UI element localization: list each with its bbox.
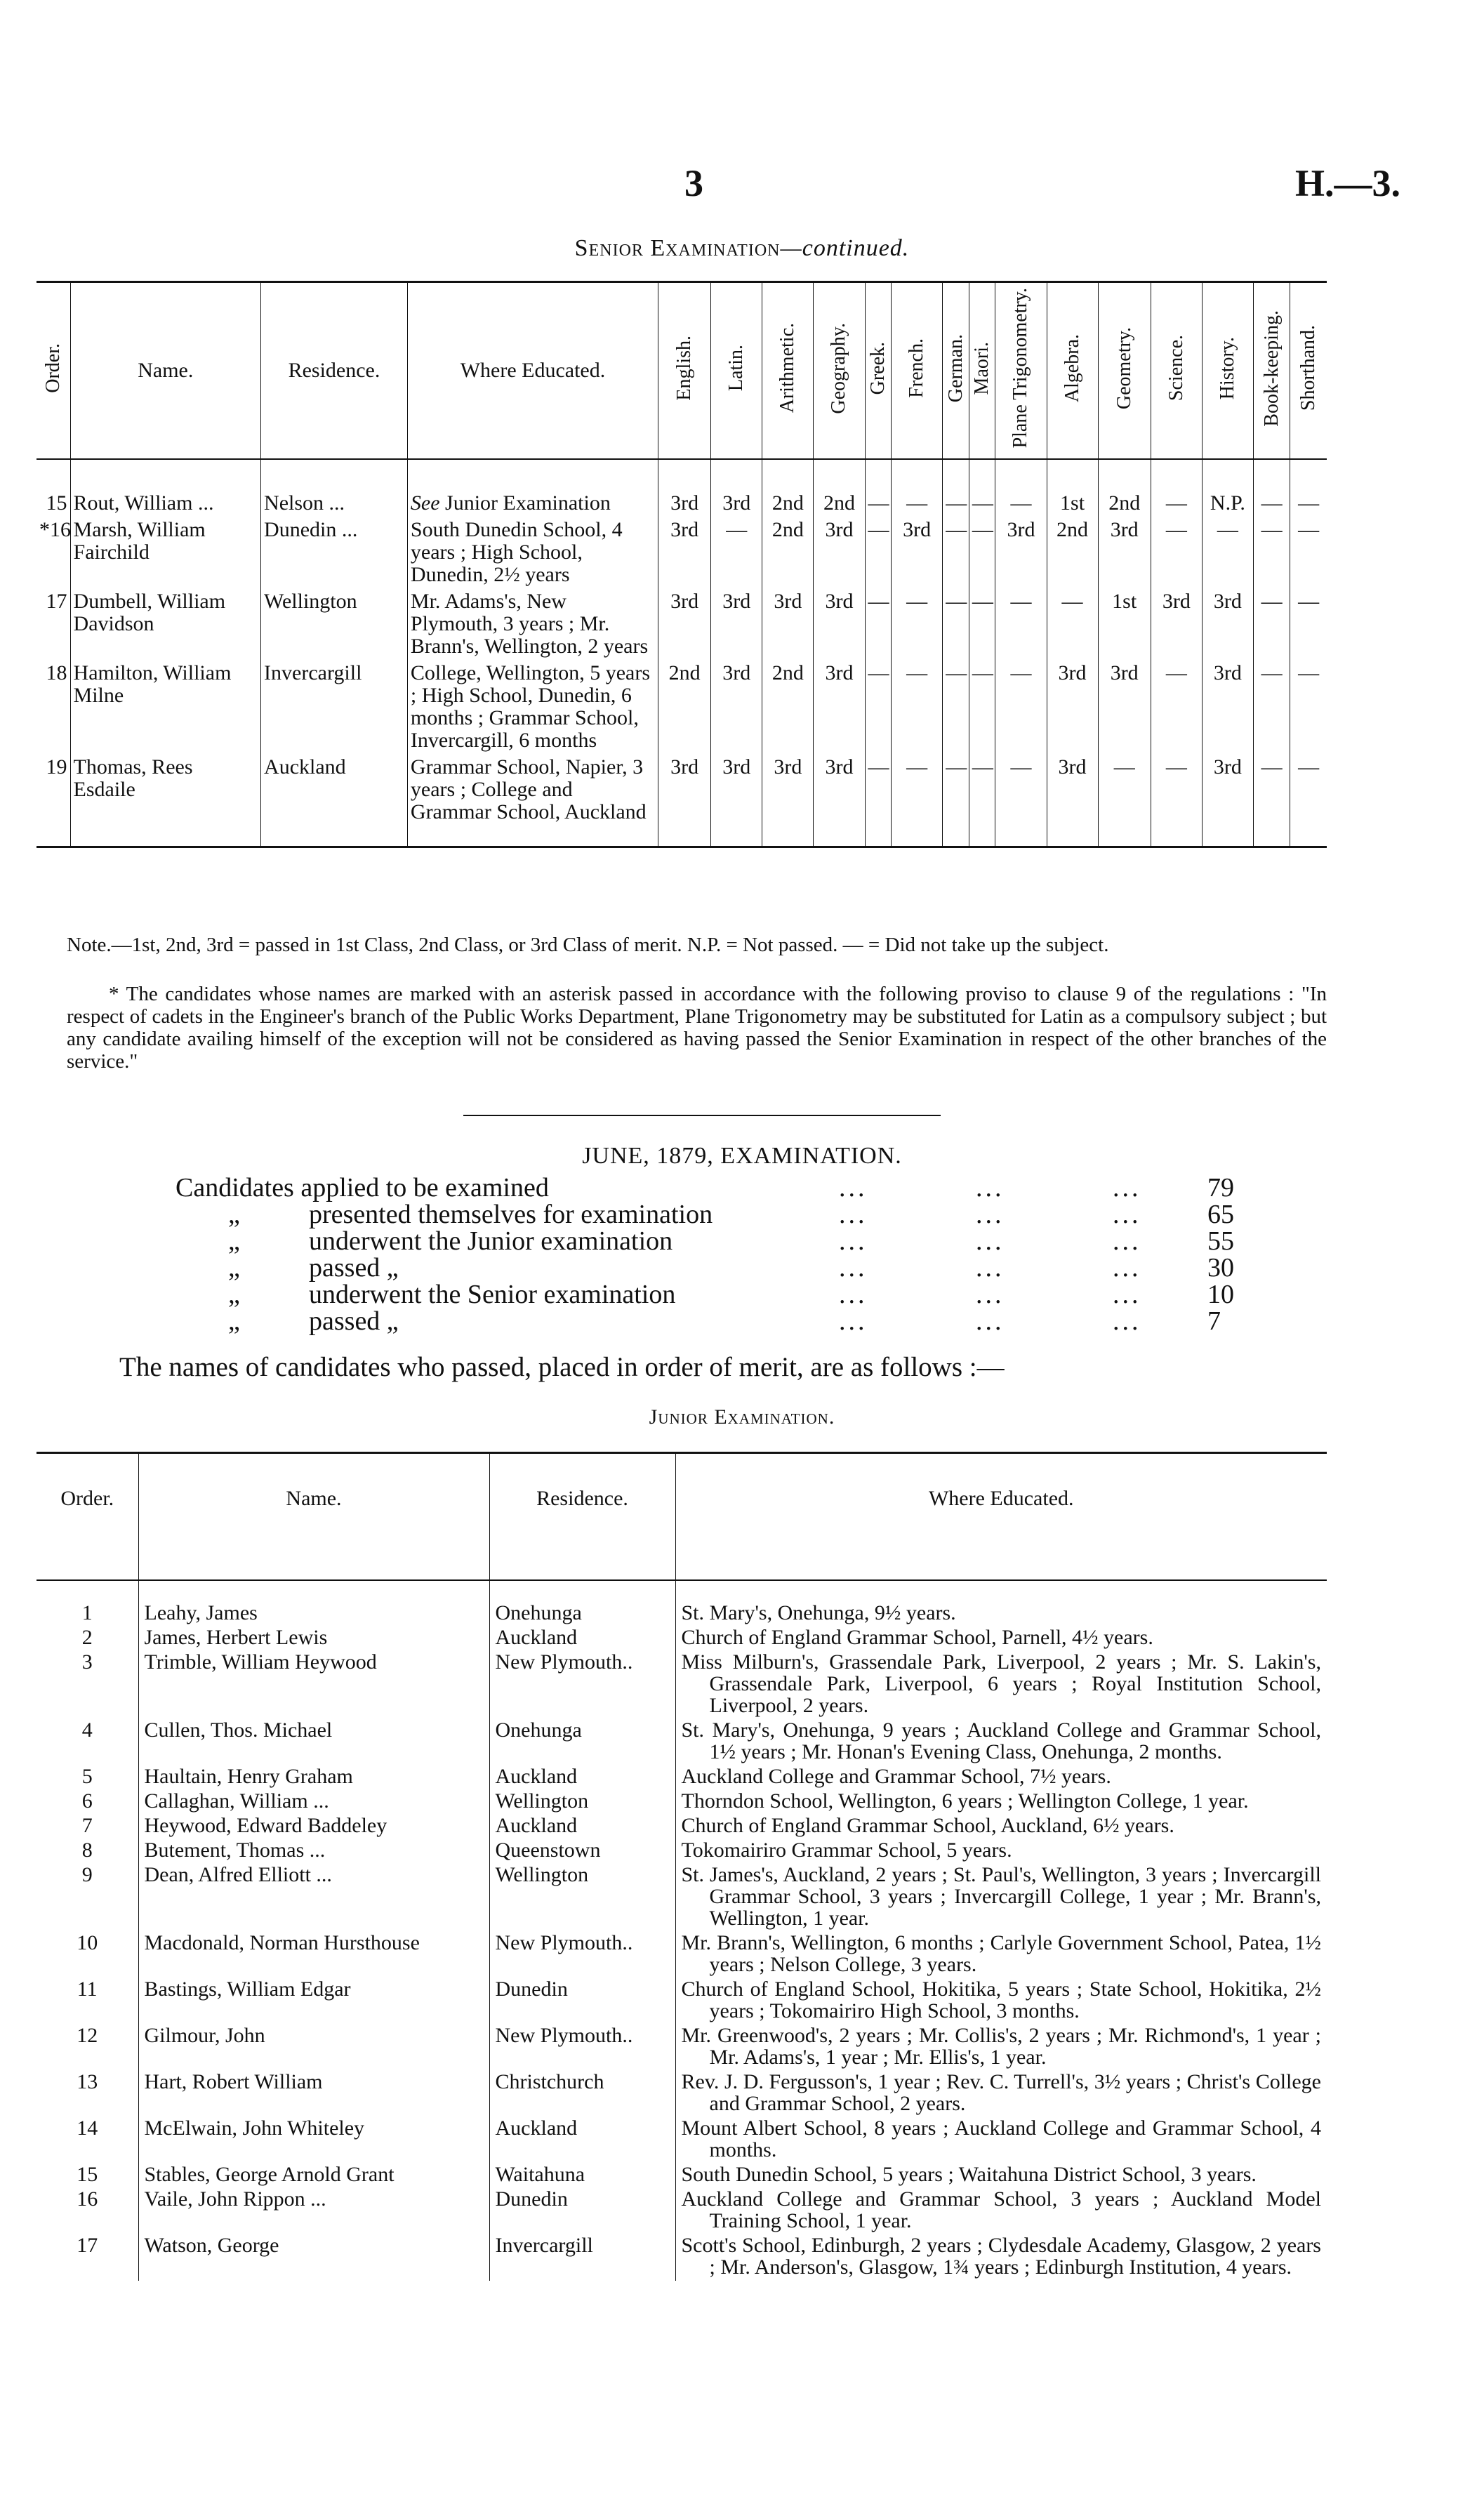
- row-order: 13: [77, 2070, 98, 2093]
- candidate-residence: Onehunga: [489, 1580, 675, 1627]
- document-code: H.—3.: [1295, 162, 1401, 204]
- leader-dots: ...: [839, 1253, 868, 1283]
- senior-col-header: [1047, 282, 1098, 460]
- senior-col-label: Name.: [138, 359, 194, 382]
- row-order: 4: [81, 1718, 93, 1742]
- candidate-residence: Waitahuna: [489, 2164, 675, 2188]
- subject-mark: —: [969, 754, 995, 847]
- row-order: 17: [46, 590, 67, 613]
- subject-mark: —: [969, 517, 995, 588]
- june-exam-heading: JUNE, 1879, EXAMINATION.: [582, 1143, 902, 1169]
- row-order: 11: [77, 1978, 98, 2001]
- where-educated: [407, 588, 658, 660]
- junior-table-row: [37, 1932, 1327, 1978]
- junior-table-row: [37, 1864, 1327, 1932]
- senior-col-header: [261, 282, 408, 460]
- candidate-residence: Wellington: [261, 588, 408, 660]
- leader-dots: ...: [1113, 1173, 1141, 1203]
- subject-mark: —: [1253, 754, 1290, 847]
- subject-mark: —: [1290, 588, 1327, 660]
- where-educated: Tokomairiro Grammar School, 5 years.: [675, 1839, 1327, 1864]
- candidate-residence: Queenstown: [489, 1839, 675, 1864]
- subject-mark: —: [1253, 459, 1290, 517]
- junior-table-row: [37, 1815, 1327, 1839]
- subject-mark: —: [1047, 588, 1098, 660]
- candidate-residence: Onehunga: [489, 1719, 675, 1766]
- row-order: 7: [81, 1814, 93, 1837]
- leader-dots: ...: [1113, 1226, 1141, 1256]
- senior-col-label: Latin.: [725, 345, 748, 392]
- candidate-residence: Auckland: [489, 1627, 675, 1651]
- educated-text: College, Wellington, 5 years ; High School, Dunedin, 6 months ; Grammar School, Invercargill, 6 months: [410, 661, 651, 752]
- candidate-residence: Invercargill: [261, 660, 408, 754]
- row-order: 19: [37, 754, 70, 847]
- senior-results-table: [37, 281, 1327, 848]
- candidate-name: Dean, Alfred Elliott ...: [138, 1864, 489, 1932]
- subject-mark: 3rd: [658, 459, 711, 517]
- senior-col-label: History.: [1216, 336, 1238, 400]
- subject-mark: 3rd: [1202, 660, 1253, 754]
- candidate-residence: New Plymouth..: [489, 1932, 675, 1978]
- candidate-residence: Auckland: [261, 754, 408, 847]
- senior-title-continued: —continued.: [780, 235, 910, 261]
- where-educated: Auckland College and Grammar School, 3 years ; Auckland Model Training School, 1 year.: [675, 2188, 1327, 2234]
- subject-mark: 3rd: [995, 517, 1047, 588]
- row-order: 17: [77, 2234, 98, 2257]
- row-order: 1: [81, 1601, 93, 1624]
- stat-label: presented themselves for examination: [309, 1200, 713, 1229]
- where-educated: Thorndon School, Wellington, 6 years ; Wellington College, 1 year.: [675, 1790, 1327, 1815]
- row-order: *16: [39, 518, 71, 541]
- stat-value: 30: [1207, 1253, 1234, 1283]
- subject-mark: 3rd: [1098, 660, 1151, 754]
- where-educated: South Dunedin School, 5 years ; Waitahuna District School, 3 years.: [675, 2164, 1327, 2188]
- candidate-residence: Dunedin ...: [261, 517, 408, 588]
- candidate-name: Butement, Thomas ...: [138, 1839, 489, 1864]
- candidate-name: Vaile, John Rippon ...: [138, 2188, 489, 2234]
- stat-ditto: „: [228, 1226, 240, 1256]
- subject-mark: —: [943, 459, 969, 517]
- candidate-name: Callaghan, William ...: [138, 1790, 489, 1815]
- stat-label: underwent the Junior examination: [309, 1226, 673, 1256]
- subject-mark: 3rd: [711, 588, 762, 660]
- junior-results-table: [37, 1452, 1327, 2281]
- passed-intro: The names of candidates who passed, placed in order of merit, are as follows :—: [119, 1352, 1005, 1382]
- senior-col-header: [892, 282, 943, 460]
- stat-label: passed „: [309, 1253, 399, 1283]
- subject-mark: —: [969, 459, 995, 517]
- subject-mark: —: [1290, 517, 1327, 588]
- leader-dots: ...: [839, 1226, 868, 1256]
- subject-mark: —: [1290, 754, 1327, 847]
- subject-mark: —: [892, 588, 943, 660]
- junior-table-row: [37, 2071, 1327, 2117]
- stat-row: [0, 1280, 1484, 1310]
- subject-mark: —: [1253, 588, 1290, 660]
- subject-mark: 3rd: [814, 754, 865, 847]
- senior-col-label: Arithmetic.: [776, 323, 799, 413]
- stat-row: [0, 1200, 1484, 1230]
- candidate-residence: Auckland: [489, 1815, 675, 1839]
- section-divider: [463, 1115, 941, 1116]
- stat-ditto: „: [228, 1253, 240, 1283]
- senior-col-header: [37, 282, 70, 460]
- subject-mark: 3rd: [762, 588, 814, 660]
- subject-mark: 2nd: [762, 517, 814, 588]
- subject-mark: 3rd: [1202, 588, 1253, 660]
- candidate-name: Thomas, Rees Esdaile: [70, 754, 261, 847]
- where-educated: Church of England Grammar School, Auckland, 6½ years.: [675, 1815, 1327, 1839]
- stat-label: Candidates applied to be examined: [175, 1173, 549, 1203]
- candidate-residence: Auckland: [489, 2117, 675, 2164]
- where-educated: Church of England School, Hokitika, 5 years ; State School, Hokitika, 2½ years ; Tokomairiro High School, 3 months.: [675, 1978, 1327, 2025]
- senior-col-header: [1253, 282, 1290, 460]
- candidate-residence: Invercargill: [489, 2234, 675, 2281]
- leader-dots: ...: [1113, 1306, 1141, 1336]
- leader-dots: ...: [1113, 1200, 1141, 1229]
- row-order: 16: [77, 2187, 98, 2211]
- leader-dots: ...: [839, 1280, 868, 1309]
- subject-mark: 1st: [1047, 459, 1098, 517]
- junior-table-row: [37, 1719, 1327, 1766]
- row-order: 15: [46, 491, 67, 515]
- stat-row: [0, 1174, 1484, 1203]
- leader-dots: ...: [839, 1306, 868, 1336]
- senior-col-header: [1202, 282, 1253, 460]
- junior-table-row: [37, 1580, 1327, 1627]
- senior-col-label: Book-keeping.: [1260, 310, 1283, 427]
- subject-mark: —: [995, 459, 1047, 517]
- senior-table-row: [37, 588, 1327, 660]
- candidate-name: Leahy, James: [138, 1580, 489, 1627]
- marks-note: Note.—1st, 2nd, 3rd = passed in 1st Class, 2nd Class, or 3rd Class of merit. N.P. = Not passed. — = Did not take up the subject.: [67, 934, 1109, 956]
- candidate-residence: Wellington: [489, 1864, 675, 1932]
- junior-table-row: [37, 2117, 1327, 2164]
- senior-col-label: English.: [673, 336, 696, 401]
- leader-dots: ...: [1113, 1253, 1141, 1283]
- leader-dots: ...: [976, 1253, 1005, 1283]
- candidate-residence: New Plymouth..: [489, 1651, 675, 1719]
- where-educated: St. Mary's, Onehunga, 9 years ; Auckland College and Grammar School, 1½ years ; Mr. Honan's Evening Class, Onehunga, 2 months.: [675, 1719, 1327, 1766]
- subject-mark: —: [943, 517, 969, 588]
- junior-table-row: [37, 2234, 1327, 2281]
- junior-table-row: [37, 1790, 1327, 1815]
- candidate-residence: Nelson ...: [261, 459, 408, 517]
- subject-mark: 3rd: [762, 754, 814, 847]
- candidate-name: Macdonald, Norman Hursthouse: [138, 1932, 489, 1978]
- subject-mark: —: [865, 754, 892, 847]
- proviso-note: * The candidates whose names are marked with an asterisk passed in accordance with the following proviso to clause 9 of the regulations : "In respect of cadets in the Engineer's branch of the Public Works Department, Plane Trigonometry may be substituted for Latin as a compulsory subject ; but any candidate availing himself of the exception will not be considered as having passed the Senior Examination in respect of the other branches of the service.": [67, 983, 1327, 1073]
- senior-table-header: [37, 282, 1327, 460]
- subject-mark: 3rd: [658, 754, 711, 847]
- subject-mark: 1st: [1098, 588, 1151, 660]
- junior-table-row: [37, 2188, 1327, 2234]
- candidate-name: Bastings, William Edgar: [138, 1978, 489, 2025]
- senior-table-row: [37, 459, 1327, 517]
- candidate-residence: Dunedin: [489, 2188, 675, 2234]
- subject-mark: 2nd: [658, 660, 711, 754]
- row-order: 3: [81, 1650, 93, 1674]
- senior-col-label: Plane Trigonometry.: [1009, 288, 1032, 449]
- junior-table-row: [37, 2025, 1327, 2071]
- stat-row: [0, 1254, 1484, 1283]
- subject-mark: 2nd: [1098, 459, 1151, 517]
- leader-dots: ...: [976, 1280, 1005, 1309]
- where-educated: [407, 459, 658, 517]
- subject-mark: —: [943, 754, 969, 847]
- subject-mark: —: [892, 754, 943, 847]
- subject-mark: —: [711, 517, 762, 588]
- candidate-name: Hart, Robert William: [138, 2071, 489, 2117]
- subject-mark: —: [969, 660, 995, 754]
- candidate-name: Watson, George: [138, 2234, 489, 2281]
- subject-mark: 3rd: [814, 660, 865, 754]
- where-educated: Rev. J. D. Fergusson's, 1 year ; Rev. C. Turrell's, 3½ years ; Christ's College and Grammar School, 2 years.: [675, 2071, 1327, 2117]
- senior-col-label: Greek.: [866, 341, 889, 395]
- subject-mark: 3rd: [658, 588, 711, 660]
- stat-ditto: „: [228, 1200, 240, 1229]
- where-educated: Church of England Grammar School, Parnell, 4½ years.: [675, 1627, 1327, 1651]
- senior-col-header: [658, 282, 711, 460]
- stat-value: 79: [1207, 1173, 1234, 1203]
- senior-col-label: Residence.: [288, 359, 380, 382]
- senior-col-label: Order.: [41, 343, 64, 393]
- senior-table-row: [37, 660, 1327, 754]
- stat-row: [0, 1227, 1484, 1257]
- senior-col-header: [70, 282, 261, 460]
- junior-section-title: Junior Examination.: [649, 1405, 835, 1429]
- senior-col-label: Where Educated.: [460, 359, 606, 382]
- leader-dots: ...: [839, 1200, 868, 1229]
- where-educated: St. Mary's, Onehunga, 9½ years.: [675, 1580, 1327, 1627]
- stat-value: 10: [1207, 1280, 1234, 1309]
- stat-value: 7: [1207, 1306, 1221, 1336]
- subject-mark: 3rd: [1202, 754, 1253, 847]
- senior-col-header: [943, 282, 969, 460]
- subject-mark: —: [969, 588, 995, 660]
- senior-section-title: [0, 235, 1484, 262]
- candidate-residence: Christchurch: [489, 2071, 675, 2117]
- educated-text: South Dunedin School, 4 years ; High School, Dunedin, 2½ years: [410, 518, 623, 586]
- stat-row: [0, 1307, 1484, 1337]
- senior-col-header: [814, 282, 865, 460]
- subject-mark: —: [943, 660, 969, 754]
- senior-col-label: Geography.: [828, 322, 850, 414]
- subject-mark: —: [1151, 754, 1202, 847]
- page-number: 3: [684, 162, 703, 204]
- subject-mark: —: [1151, 517, 1202, 588]
- row-order: 2: [81, 1626, 93, 1649]
- row-order: 8: [81, 1839, 93, 1862]
- where-educated: Mount Albert School, 8 years ; Auckland College and Grammar School, 4 months.: [675, 2117, 1327, 2164]
- subject-mark: N.P.: [1202, 459, 1253, 517]
- subject-mark: —: [865, 660, 892, 754]
- stat-value: 55: [1207, 1226, 1234, 1256]
- stat-value: 65: [1207, 1200, 1234, 1229]
- junior-col-header: Order.: [37, 1453, 138, 1581]
- subject-mark: —: [1290, 660, 1327, 754]
- where-educated: [407, 517, 658, 588]
- candidate-name: Haultain, Henry Graham: [138, 1766, 489, 1790]
- junior-table-row: [37, 1766, 1327, 1790]
- subject-mark: —: [865, 517, 892, 588]
- subject-mark: 2nd: [762, 459, 814, 517]
- senior-col-label: Maori.: [971, 341, 993, 395]
- junior-table-row: [37, 1651, 1327, 1719]
- junior-col-header: Residence.: [489, 1453, 675, 1581]
- senior-col-header: [711, 282, 762, 460]
- row-order: 18: [46, 661, 67, 684]
- candidate-name: Trimble, William Heywood: [138, 1651, 489, 1719]
- row-order: 12: [77, 2024, 98, 2047]
- senior-col-header: [865, 282, 892, 460]
- senior-col-header: [1098, 282, 1151, 460]
- subject-mark: 3rd: [1151, 588, 1202, 660]
- where-educated: Mr. Greenwood's, 2 years ; Mr. Collis's, 2 years ; Mr. Richmond's, 1 year ; Mr. Adams's, 1 year ; Mr. Ellis's, 1 year.: [675, 2025, 1327, 2071]
- subject-mark: —: [995, 660, 1047, 754]
- stat-label: passed „: [309, 1306, 399, 1336]
- leader-dots: ...: [839, 1173, 868, 1203]
- candidate-name: Heywood, Edward Baddeley: [138, 1815, 489, 1839]
- stat-ditto: „: [228, 1306, 240, 1336]
- row-order: 10: [77, 1931, 98, 1954]
- subject-mark: 3rd: [814, 517, 865, 588]
- subject-mark: 3rd: [1098, 517, 1151, 588]
- senior-table-row: [37, 517, 1327, 588]
- subject-mark: —: [995, 588, 1047, 660]
- subject-mark: 3rd: [658, 517, 711, 588]
- candidate-name: Rout, William ...: [70, 459, 261, 517]
- where-educated: Scott's School, Edinburgh, 2 years ; Clydesdale Academy, Glasgow, 2 years ; Mr. Anderson's, Glasgow, 1¾ years ; Edinburgh Institution, 4 years.: [675, 2234, 1327, 2281]
- row-order: 6: [81, 1789, 93, 1813]
- where-educated: Miss Milburn's, Grassendale Park, Liverpool, 2 years ; Mr. S. Lakin's, Grassendale Park, Liverpool, 6 years ; Royal Institution School, Liverpool, 2 years.: [675, 1651, 1327, 1719]
- subject-mark: —: [865, 588, 892, 660]
- leader-dots: ...: [1113, 1280, 1141, 1309]
- subject-mark: —: [1290, 459, 1327, 517]
- senior-title-caps: Senior Examination: [574, 235, 781, 261]
- senior-col-header: [1290, 282, 1327, 460]
- subject-mark: —: [865, 459, 892, 517]
- subject-mark: 3rd: [711, 459, 762, 517]
- row-order: 5: [81, 1765, 93, 1788]
- senior-col-label: Geometry.: [1113, 326, 1135, 410]
- senior-col-label: German.: [944, 333, 967, 403]
- subject-mark: —: [1098, 754, 1151, 847]
- subject-mark: 2nd: [814, 459, 865, 517]
- leader-dots: ...: [976, 1306, 1005, 1336]
- subject-mark: 3rd: [711, 660, 762, 754]
- subject-mark: —: [943, 588, 969, 660]
- where-educated: [407, 660, 658, 754]
- junior-col-header: Name.: [138, 1453, 489, 1581]
- candidate-name: McElwain, John Whiteley: [138, 2117, 489, 2164]
- leader-dots: ...: [976, 1226, 1005, 1256]
- junior-col-header: Where Educated.: [675, 1453, 1327, 1581]
- where-educated: Auckland College and Grammar School, 7½ years.: [675, 1766, 1327, 1790]
- row-order: 9: [81, 1863, 93, 1886]
- candidate-residence: New Plymouth..: [489, 2025, 675, 2071]
- senior-col-header: [407, 282, 658, 460]
- subject-mark: 3rd: [1047, 754, 1098, 847]
- subject-mark: 3rd: [814, 588, 865, 660]
- candidate-residence: Dunedin: [489, 1978, 675, 2025]
- senior-col-header: [762, 282, 814, 460]
- candidate-name: Gilmour, John: [138, 2025, 489, 2071]
- candidate-name: James, Herbert Lewis: [138, 1627, 489, 1651]
- educated-text: Junior Examination: [439, 491, 611, 515]
- educated-see-ref: See: [410, 491, 440, 515]
- subject-mark: 3rd: [1047, 660, 1098, 754]
- senior-col-label: French.: [906, 338, 928, 398]
- subject-mark: —: [1253, 517, 1290, 588]
- junior-table-row: [37, 1627, 1327, 1651]
- candidate-name: Dumbell, William Davidson: [70, 588, 261, 660]
- candidate-name: Marsh, William Fairchild: [70, 517, 261, 588]
- candidate-name: Cullen, Thos. Michael: [138, 1719, 489, 1766]
- where-educated: Mr. Brann's, Wellington, 6 months ; Carlyle Government School, Patea, 1½ years ; Nelson College, 3 years.: [675, 1932, 1327, 1978]
- senior-col-header: [995, 282, 1047, 460]
- subject-mark: 3rd: [892, 517, 943, 588]
- senior-col-label: Algebra.: [1061, 333, 1083, 403]
- stat-ditto: „: [228, 1280, 240, 1309]
- subject-mark: —: [1253, 660, 1290, 754]
- subject-mark: —: [892, 459, 943, 517]
- candidate-residence: Auckland: [489, 1766, 675, 1790]
- where-educated: St. James's, Auckland, 2 years ; St. Paul's, Wellington, 3 years ; Invercargill Grammar School, 3 years ; Invercargill College, 1 year ; Mr. Brann's, Wellington, 1 year.: [675, 1864, 1327, 1932]
- candidate-name: Stables, George Arnold Grant: [138, 2164, 489, 2188]
- candidate-residence: Wellington: [489, 1790, 675, 1815]
- row-order: 15: [77, 2163, 98, 2186]
- row-order: 14: [77, 2117, 98, 2140]
- subject-mark: —: [995, 754, 1047, 847]
- candidate-name: Hamilton, William Milne: [70, 660, 261, 754]
- subject-mark: 2nd: [762, 660, 814, 754]
- subject-mark: 2nd: [1047, 517, 1098, 588]
- senior-table-row: [37, 754, 1327, 847]
- junior-table-row: [37, 2164, 1327, 2188]
- junior-table-row: [37, 1839, 1327, 1864]
- subject-mark: —: [1151, 459, 1202, 517]
- senior-col-label: Science.: [1165, 335, 1187, 402]
- senior-col-label: Shorthand.: [1297, 325, 1320, 411]
- leader-dots: ...: [976, 1200, 1005, 1229]
- subject-mark: —: [892, 660, 943, 754]
- senior-col-header: [1151, 282, 1202, 460]
- junior-table-row: [37, 1978, 1327, 2025]
- stat-label: underwent the Senior examination: [309, 1280, 676, 1309]
- subject-mark: 3rd: [711, 754, 762, 847]
- subject-mark: —: [1151, 660, 1202, 754]
- educated-text: Mr. Adams's, New Plymouth, 3 years ; Mr. Brann's, Wellington, 2 years: [410, 590, 649, 658]
- subject-mark: —: [1202, 517, 1253, 588]
- junior-table-header: [37, 1453, 1327, 1581]
- leader-dots: ...: [976, 1173, 1005, 1203]
- educated-text: Grammar School, Napier, 3 years ; College and Grammar School, Auckland: [410, 755, 647, 823]
- where-educated: [407, 754, 658, 847]
- senior-col-header: [969, 282, 995, 460]
